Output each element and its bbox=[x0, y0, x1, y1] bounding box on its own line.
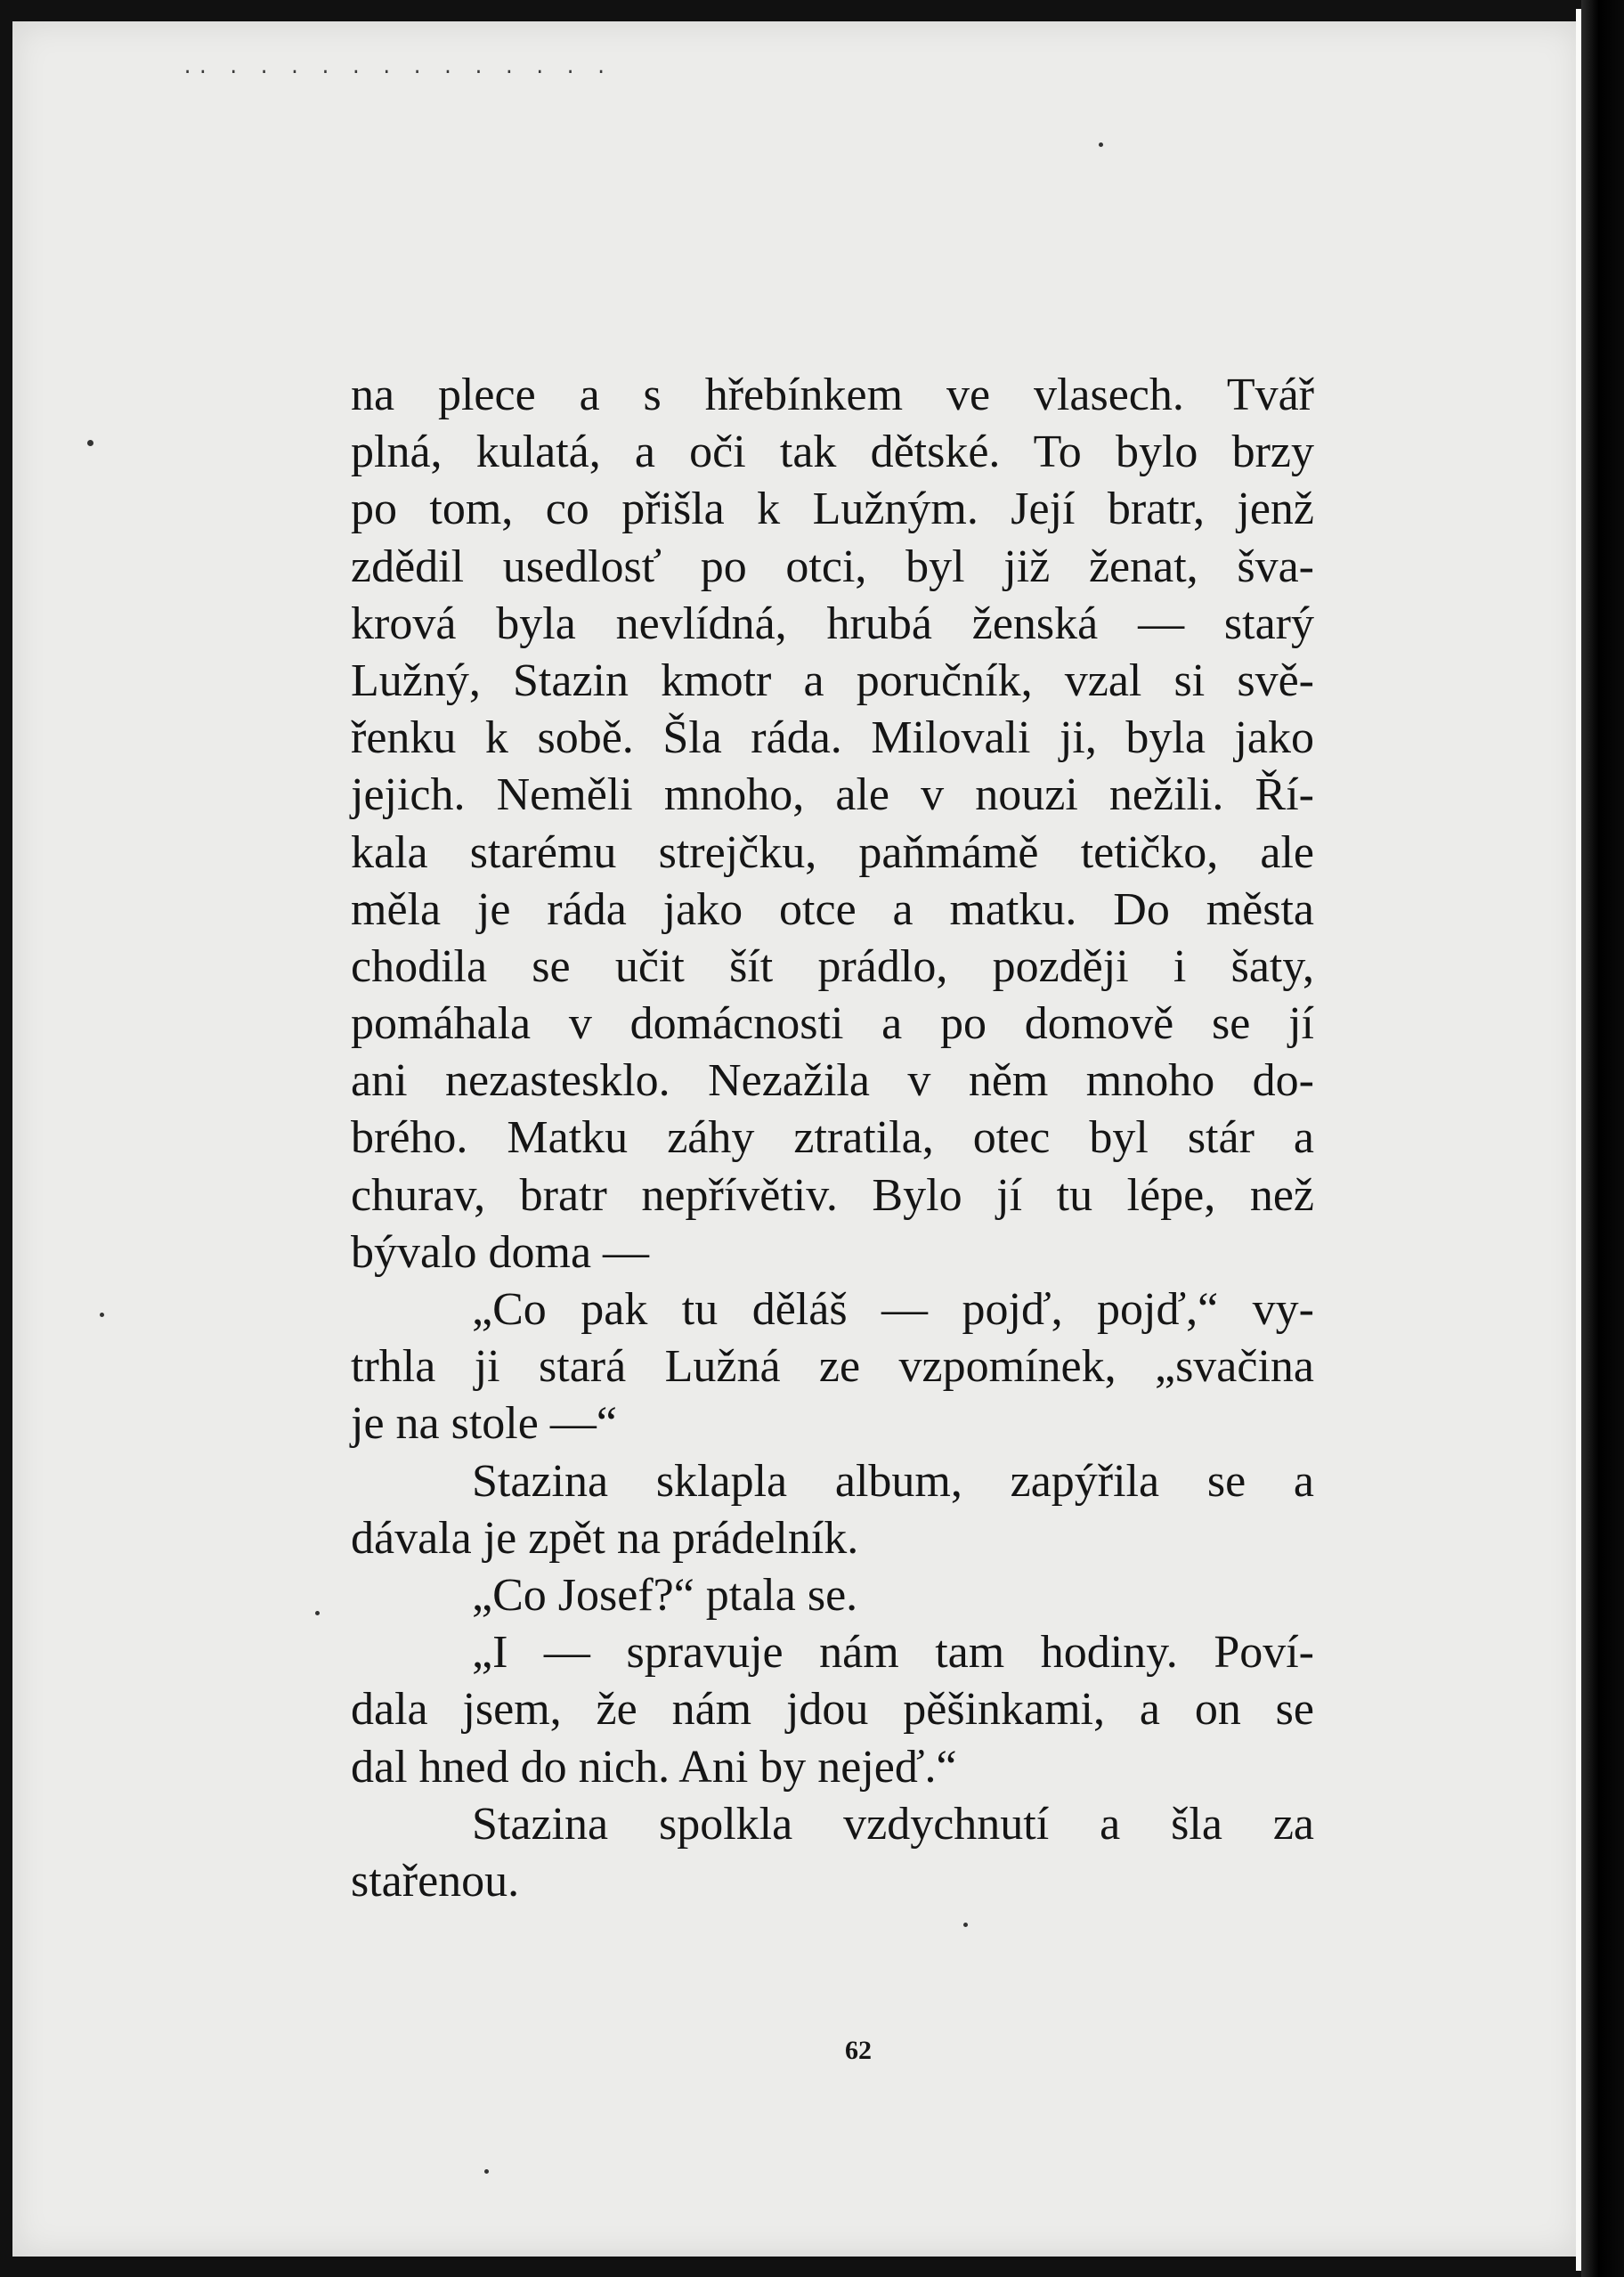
text-line: chodila se učit šít prádlo, později i šaty, bbox=[351, 940, 1314, 992]
margin-speck bbox=[87, 440, 93, 446]
text-line: dala jsem, že nám jdou pěšinkami, a on se bbox=[351, 1684, 1314, 1736]
text-line: kala starému strejčku, paňmámě tetičko, ale bbox=[351, 826, 1314, 878]
text-line: dávala je zpět na prádelník. bbox=[351, 1512, 859, 1564]
text-line: Stazina sklapla album, zapýřila se a bbox=[472, 1455, 1314, 1507]
text-line: Stazina spolkla vzdychnutí a šla za bbox=[472, 1798, 1314, 1850]
text-line: je na stole —“ bbox=[351, 1398, 617, 1450]
text-line: po tom, co přišla k Lužným. Její bratr, jenž bbox=[351, 484, 1314, 535]
page-number: 62 bbox=[845, 2036, 872, 2065]
text-line: trhla ji stará Lužná ze vzpomínek, „svačina bbox=[351, 1341, 1314, 1393]
book-spine-shadow bbox=[1581, 0, 1624, 2277]
text-line: „I — spravuje nám tam hodiny. Poví- bbox=[472, 1627, 1314, 1679]
text-line: stařenou. bbox=[351, 1855, 520, 1907]
margin-speck bbox=[100, 1313, 104, 1317]
text-line: dal hned do nich. Ani by nejeď.“ bbox=[351, 1741, 957, 1793]
margin-speck bbox=[963, 1923, 968, 1927]
text-line: ani nezastesklo. Nezažila v něm mnoho do- bbox=[351, 1055, 1314, 1107]
text-line: bývalo doma — bbox=[351, 1226, 650, 1278]
text-line: krová byla nevlídná, hrubá ženská — starý bbox=[351, 598, 1314, 649]
body-text bbox=[351, 367, 1314, 1910]
scan-noise-dots: .. . . . . . . . . . . . . . bbox=[182, 57, 611, 79]
margin-speck bbox=[1099, 142, 1103, 147]
text-line: Lužný, Stazin kmotr a poručník, vzal si svě- bbox=[351, 655, 1314, 706]
text-line: na plece a s hřebínkem ve vlasech. Tvář bbox=[351, 370, 1314, 420]
text-line: řenku k sobě. Šla ráda. Milovali ji, byla jako bbox=[351, 712, 1314, 764]
text-line: plná, kulatá, a oči tak dětské. To bylo brzy bbox=[351, 427, 1314, 478]
text-line: brého. Matku záhy ztratila, otec byl stár a bbox=[351, 1112, 1314, 1164]
text-line: zdědil usedlosť po otci, byl již ženat, šva- bbox=[351, 541, 1314, 592]
margin-speck bbox=[484, 2169, 489, 2174]
text-line: měla je ráda jako otce a matku. Do města bbox=[351, 883, 1314, 935]
margin-speck bbox=[315, 1611, 320, 1615]
text-line: „Co Josef?“ ptala se. bbox=[472, 1569, 858, 1621]
text-line: pomáhala v domácnosti a po domově se jí bbox=[351, 998, 1314, 1050]
text-line: „Co pak tu děláš — pojď, pojď,“ vy- bbox=[472, 1284, 1314, 1335]
text-line: jejich. Neměli mnoho, ale v nouzi nežili. Ří- bbox=[351, 769, 1314, 821]
book-page bbox=[12, 21, 1581, 2257]
text-line: churav, bratr nepřívětiv. Bylo jí tu lépe, než bbox=[351, 1169, 1314, 1221]
